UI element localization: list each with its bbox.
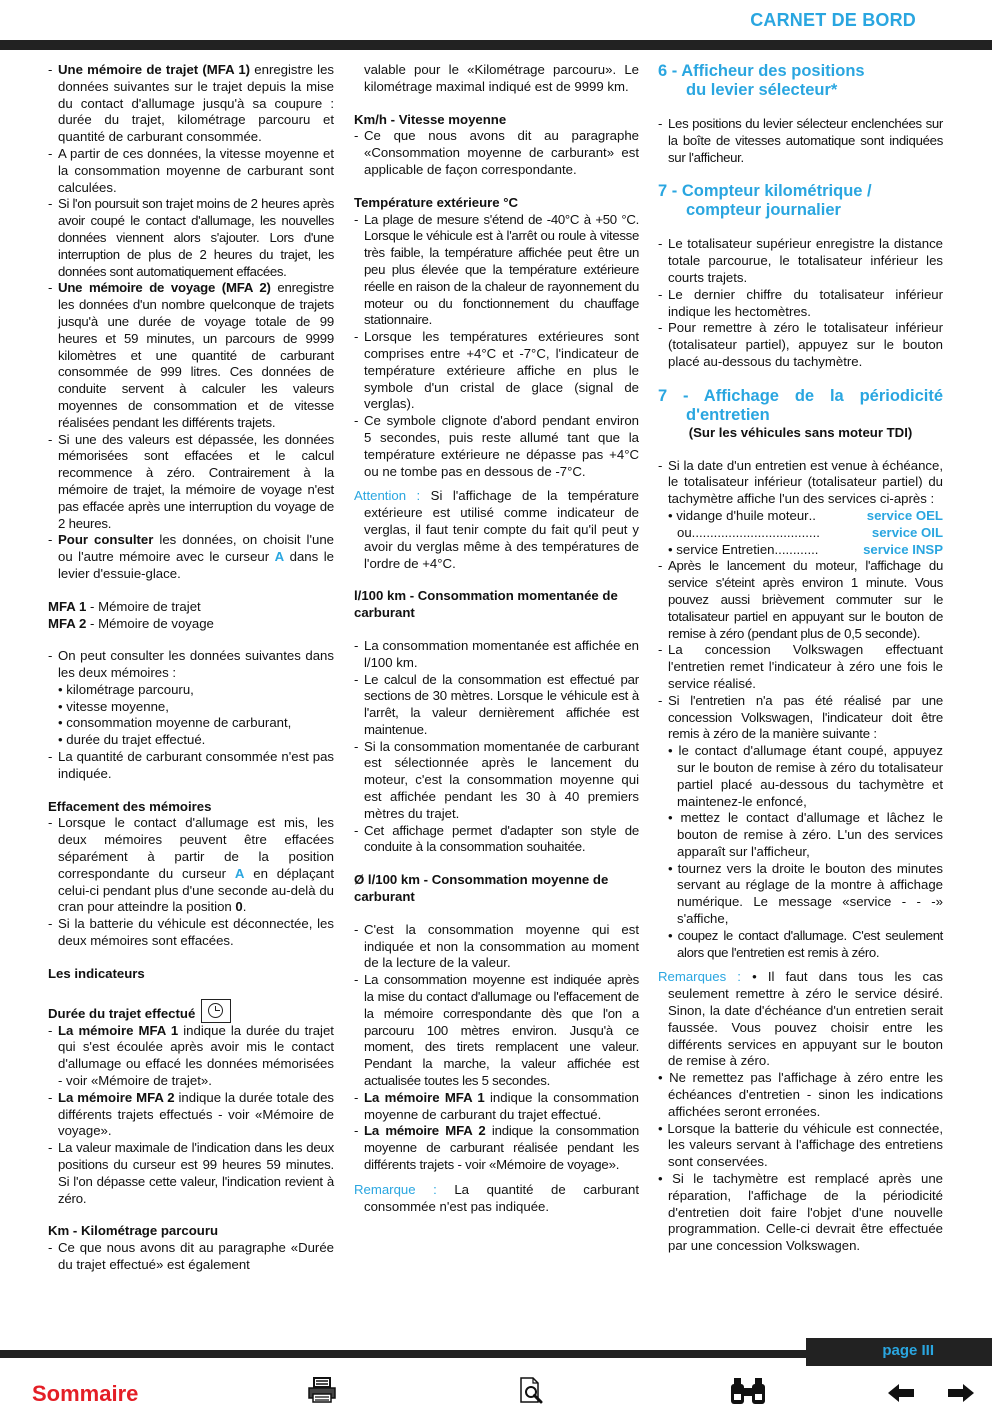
heading-section-7b-sub: (Sur les véhicules sans moteur TDI) <box>688 424 913 440</box>
para-temp-ice: - Lorsque les températures extérieures sont comprises entre +4°C et -7°C, l'indicateur de température extérieure affiche en plus le symbole d'un cristal de glace (signal de verglas). <box>354 329 639 412</box>
para-effacement: - Lorsque le contact d'allumage est mis, les deux mémoires peuvent être effacées séparément à partir de la position correspondante du curseur A en déplaçant celui-ci pendant plus d'une seconde au-delà du cran pour atteindre la position 0. <box>48 815 334 915</box>
page-number: page III <box>882 1342 934 1359</box>
remarques-item: • Ne remettez pas l'affichage à zéro entre les échéances d'entretien - sinon les indications affichées seront erronées. <box>658 1070 943 1119</box>
para-odo-2: - Le dernier chiffre du totalisateur inférieur indique les hectomètres. <box>658 286 943 319</box>
para-inst-3: - Si la consommation momentanée de carburant est sélectionnée après le lancement du moteur, c'est la consommation moyenne qui est affichée pendant les 30 à 40 premiers mètres du trajet. <box>354 738 639 821</box>
remarques-item: • Si le tachymètre est remplacé après une réparation, l'affichage de la périodicité d'entretien doit faire l'objet d'une nouvelle programmation. Celle-ci devrait être effectuée par une concession Volkswagen. <box>658 1171 943 1254</box>
heading-duree: Durée du trajet effectué <box>48 999 334 1023</box>
heading-effacement: Effacement des mémoires <box>48 798 212 814</box>
para-mfa1: - Une mémoire de trajet (MFA 1) enregistre les données suivantes sur le trajet depuis la mise du contact d'allumage jusqu'à sa coupure : durée du trajet, kilométrage parcouru et quantité de carburant consommée. <box>48 62 334 145</box>
para-km: - Ce que nous avons dit au paragraphe «Durée du trajet effectué» est également <box>48 1240 334 1272</box>
header-rule <box>0 40 992 50</box>
para-odo-1: - Le totalisateur supérieur enregistre la distance totale parcourue, le totalisateur inférieur les courts trajets. <box>658 236 943 285</box>
column-1 <box>48 62 334 1274</box>
remarques-note: Remarques : • Il faut dans tous les cas seulement remettre à zéro le service désiré. Sinon, la date d'échéance d'un entretien serait faussée. Vous pouvez choisir entre les différents services en appuyant sur le bouton de remise à zéro. <box>658 969 943 1069</box>
page-zoom-icon[interactable] <box>518 1376 546 1406</box>
list-item: • kilométrage parcouru, <box>58 681 194 697</box>
clock-icon <box>201 999 231 1023</box>
mfa2-legend: MFA 2 - Mémoire de voyage <box>48 615 214 631</box>
para-service-off: - Après le lancement du moteur, l'affichage du service s'éteint après environ 1 minute. Vous pouvez aussi brièvement commuter sur le totalisateur partiel en appuyant sur le bouton de remise à zéro (pendant plus de 0,5 seconde). <box>658 558 943 641</box>
heading-km: Km - Kilométrage parcouru <box>48 1223 219 1239</box>
para-duree-mfa1: - La mémoire MFA 1 indique la durée du trajet qui s'est écoulée après avoir mis le contact d'allumage ou effacé les données mémorisées - voir «Mémoire de trajet». <box>48 1022 334 1089</box>
service-line-insp: • service Entretien ............ service INSP <box>668 541 943 557</box>
sommaire-link[interactable]: Sommaire <box>32 1381 139 1406</box>
heading-kmh: Km/h - Vitesse moyenne <box>354 111 507 127</box>
para-battery: - Si la batterie du véhicule est déconnectée, les deux mémoires sont effacées. <box>48 916 334 949</box>
para-inst-4: - Cet affichage permet d'adapter son style de conduite à la consommation souhaitée. <box>354 822 639 855</box>
para-selector: - Les positions du levier sélecteur enclenchées sur la boîte de vitesses automatique sont indiquées sur l'afficheur. <box>658 116 943 165</box>
arrow-right-icon[interactable] <box>946 1382 976 1404</box>
para-consult: - Pour consulter les données, on choisit l'une ou l'autre mémoire avec le curseur A dans le levier d'essuie-glace. <box>48 532 334 581</box>
heading-indicateurs: Les indicateurs <box>48 965 145 981</box>
list-item: • coupez le contact d'allumage. C'est seulement alors que l'entretien est remis à zéro. <box>668 927 943 960</box>
para-inst-2: - Le calcul de la consommation est effectué par sections de 30 mètres. Lorsque le véhicule est à l'arrêt, la valeur dernièrement affichée est maintenue. <box>354 671 639 737</box>
list-item: • durée du trajet effectué. <box>58 732 206 748</box>
para-avg-mfa2: - La mémoire MFA 2 indique la consommation moyenne de carburant réalisée pendant les différents trajets - voir «Mémoire de voyage». <box>354 1123 639 1173</box>
heading-section-7b: 7 - Affichage de la périodicité <box>658 386 943 405</box>
heading-avg-consumption: Ø l/100 km - Consommation moyenne de carburant <box>354 872 609 905</box>
heading-section-7b-line2: d'entretien <box>686 405 770 424</box>
list-item: • consommation moyenne de carburant, <box>58 715 292 731</box>
para-duree-max: - La valeur maximale de l'indication dans les deux positions du curseur est 99 heures 59 minutes. Si l'on dépasse cette valeur, l'indication revient à zéro. <box>48 1140 334 1206</box>
para-odo-3: - Pour remettre à zéro le totalisateur inférieur (totalisateur partiel), appuyez sur le bouton placé au-dessous du tachymètre. <box>658 320 943 369</box>
remarque-note: Remarque : La quantité de carburant consommée n'est pas indiquée. <box>354 1181 639 1214</box>
column-3 <box>658 62 943 1255</box>
para-temp-range: - La plage de mesure s'étend de -40°C à +50 °C. Lorsque le véhicule est à l'arrêt ou roule à vitesse très faible, la température affichée peut être un peu plus élevée que la température extérieure réelle en raison de la chaleur de rayonnement du moteur ou du fonctionnement du chauffage stationnaire. <box>354 211 639 328</box>
heading-section-6: 6 - Afficheur des positions du levier sélecteur* <box>658 62 865 99</box>
arrow-left-icon[interactable] <box>886 1382 916 1404</box>
para-temp-blink: - Ce symbole clignote d'abord pendant environ 5 secondes, puis reste allumé tant que la température extérieure ne dépasse pas +4°C ou ne tombe pas en dessous de -7°C. <box>354 413 639 479</box>
mfa1-legend: MFA 1 - Mémoire de trajet <box>48 598 201 614</box>
remarques-item: • Lorsque la batterie du véhicule est connectée, les valeurs servant à l'affichage des entretiens sont conservées. <box>658 1120 943 1170</box>
para-duree-mfa2: - La mémoire MFA 2 indique la durée totale des différents trajets effectués - voir «Mémoire de voyage». <box>48 1089 334 1139</box>
heading-section-7a: 7 - Compteur kilométrique / compteur journalier <box>658 182 872 220</box>
para-mfa2: - Une mémoire de voyage (MFA 2) enregistre les données d'un nombre quelconque de trajets jusqu'à une durée de voyage totale de 99 heures et 59 minutes, un parcours de 9999 kilomètres et une quantité de carburant consommée de 999 litres. Ces données de conduite servent à calculer les valeurs moyennes de consommation et de vitesse réalisées pendant les différents trajets. <box>48 280 334 430</box>
para-inst-1: - La consommation momentanée est affichée en l/100 km. <box>354 637 639 670</box>
para-avg-mfa1: - La mémoire MFA 1 indique la consommation moyenne de carburant du trajet effectué. <box>354 1089 639 1122</box>
para-fuel-note: - La quantité de carburant consommée n'est pas indiquée. <box>48 749 334 781</box>
binoculars-icon[interactable] <box>728 1376 768 1406</box>
para-2h: - Si l'on poursuit son trajet moins de 2 heures après avoir coupé le contact d'allumage, les nouvelles données viennent alors s'ajouter. Lors d'une interruption de plus de 2 heures du trajet, les données sont automatiquement effacées. <box>48 196 334 279</box>
list-item: • le contact d'allumage étant coupé, appuyez sur le bouton de remise à zéro du totalisateur partiel placé au-dessous du tachymètre et maintenez-le enfoncé, <box>668 743 943 809</box>
service-line-oil: ou ................................... service OIL <box>677 524 943 540</box>
service-line-oel: • vidange d'huile moteur .. service OEL <box>668 507 943 523</box>
para-avg-2: - La consommation moyenne est indiquée après la mise du contact d'allumage ou l'effacement de la mémoire correspondante dès que l'on a parcouru 100 mètres environ. Jusqu'à ce moment, des tirets remplacent une valeur. Pendant la marche, la valeur affichée est actualisée toutes les 5 secondes. <box>354 972 639 1089</box>
para-km-cont: valable pour le «Kilométrage parcouru». Le kilométrage maximal indiqué est de 9999 km. <box>364 62 639 94</box>
heading-instant-consumption: l/100 km - Consommation momentanée de carburant <box>354 588 618 621</box>
page-header-title: CARNET DE BORD <box>750 10 916 30</box>
para-calc: - A partir de ces données, la vitesse moyenne et la consommation moyenne de carburant sont calculées. <box>48 145 334 195</box>
printer-icon[interactable] <box>306 1376 338 1404</box>
footer-rule <box>0 1350 806 1358</box>
list-item: • vitesse moyenne, <box>58 698 169 714</box>
para-avg-1: - C'est la consommation moyenne qui est indiquée et non la consommation au moment de la lecture de la valeur. <box>354 921 639 971</box>
para-service-dealer: - La concession Volkswagen effectuant l'entretien remet l'indicateur à zéro une fois le service réalisé. <box>658 642 943 691</box>
column-2 <box>354 62 639 1215</box>
attention-note: Attention : Si l'affichage de la température extérieure est utilisé comme indicateur de verglas, il faut tenir compte du fait qu'il peut y avoir du verglas même à des températures de l'ordre de +4°C. <box>354 488 639 571</box>
list-item: • mettez le contact d'allumage et lâchez le bouton de remise à zéro. L'un des services apparaît sur l'afficheur, <box>668 810 943 859</box>
heading-temp: Température extérieure °C <box>354 194 519 210</box>
para-kmh: - Ce que nous avons dit au paragraphe «Consommation moyenne de carburant» est applicable de façon correspondante. <box>354 128 639 177</box>
para-data-list: - On peut consulter les données suivantes dans les deux mémoires : <box>48 648 334 681</box>
list-item: • tournez vers la droite le bouton des minutes servant au réglage de la montre à affichage numérique. Le message «service - - -» s'affiche, <box>668 860 943 927</box>
para-exceed: - Si une des valeurs est dépassée, les données mémorisées sont effacées et le calcul recommence à zéro. Contrairement à la mémoire de trajet, la mémoire de voyage n'est pas effacée après une interruption du voyage de 2 heures. <box>48 431 334 531</box>
para-service-due: - Si la date d'un entretien est venue à échéance, le totalisateur inférieur (totalisateur partiel) du tachymètre affiche l'un des services ci-après : <box>658 457 943 507</box>
para-service-manual: - Si l'entretien n'a pas été réalisé par une concession Volkswagen, l'indicateur doit être remis à zéro de la manière suivante : <box>658 692 943 742</box>
